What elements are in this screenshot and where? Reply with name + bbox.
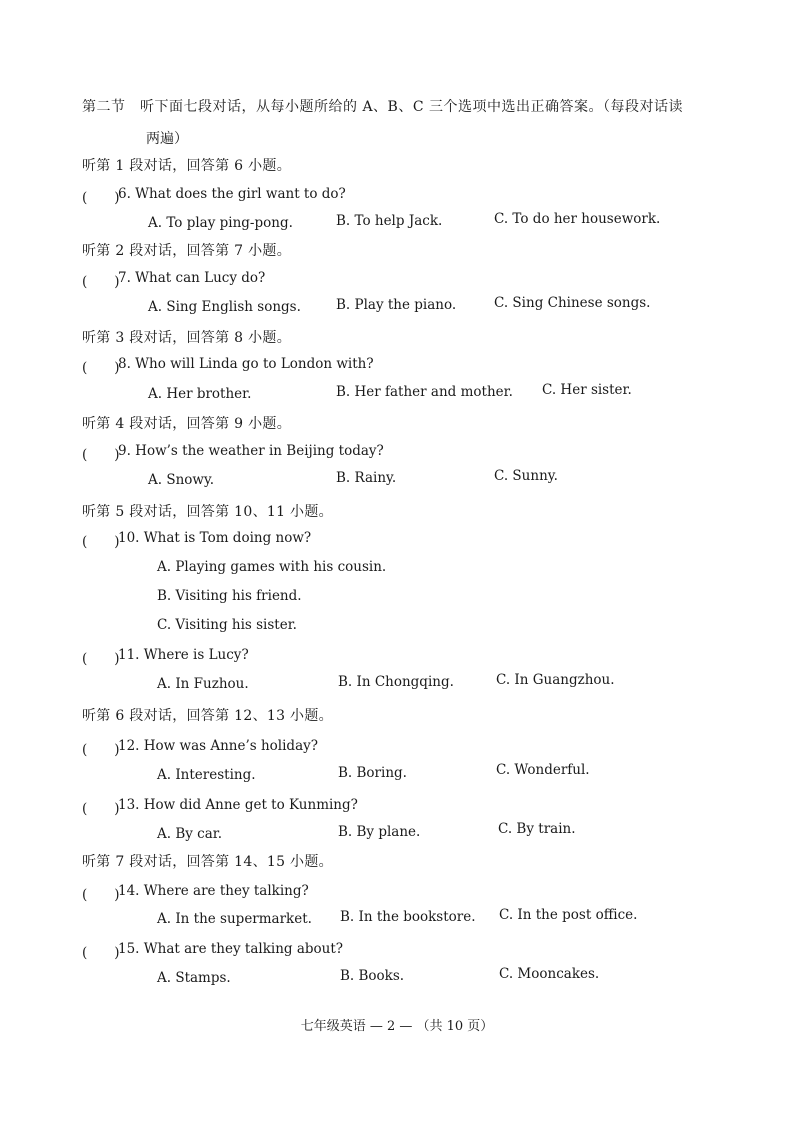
instruction-4: 听第 4 段对话，回答第 9 小题。 [82, 416, 292, 432]
option-b: B. Rainy. [336, 470, 397, 486]
answer-bracket[interactable]: ( ) [82, 742, 120, 758]
answer-bracket[interactable]: ( ) [82, 274, 120, 290]
question-11: 11. Where is Lucy? [118, 647, 249, 663]
answer-bracket[interactable]: ( ) [82, 651, 120, 667]
option-b: B. In Chongqing. [338, 674, 454, 690]
answer-bracket[interactable]: ( ) [82, 801, 120, 817]
section-title: 第二节 听下面七段对话，从每小题所给的 A、B、C 三个选项中选出正确答案。（每段对话读 [82, 99, 684, 115]
option-b: B. Books. [340, 968, 405, 984]
option-a: A. Snowy. [148, 472, 215, 488]
option-c: C. Wonderful. [496, 762, 590, 778]
instruction-1: 听第 1 段对话，回答第 6 小题。 [82, 158, 292, 174]
option-b: B. Her father and mother. [336, 384, 513, 400]
instruction-7: 听第 7 段对话，回答第 14、15 小题。 [82, 854, 333, 870]
option-a: A. To play ping-pong. [148, 215, 293, 231]
option-b: B. Visiting his friend. [157, 588, 302, 604]
instruction-5: 听第 5 段对话，回答第 10、11 小题。 [82, 504, 333, 520]
option-a: A. By car. [157, 826, 223, 842]
option-c: C. Visiting his sister. [157, 617, 297, 633]
option-c: C. By train. [498, 821, 576, 837]
page-footer: 七年级英语 — 2 — （共 10 页） [300, 1019, 494, 1034]
answer-bracket[interactable]: ( ) [82, 887, 120, 903]
instruction-2: 听第 2 段对话，回答第 7 小题。 [82, 243, 292, 259]
option-c: C. In Guangzhou. [496, 672, 615, 688]
option-c: C. Mooncakes. [499, 966, 600, 982]
option-c: C. To do her housework. [494, 211, 661, 227]
option-c: C. In the post office. [499, 907, 638, 923]
question-7: 7. What can Lucy do? [118, 270, 266, 286]
option-a: A. Her brother. [148, 386, 252, 402]
answer-bracket[interactable]: ( ) [82, 945, 120, 961]
question-15: 15. What are they talking about? [118, 941, 343, 957]
option-a: A. In Fuzhou. [157, 676, 249, 692]
answer-bracket[interactable]: ( ) [82, 447, 120, 463]
option-b: B. Play the piano. [336, 297, 457, 313]
question-10: 10. What is Tom doing now? [118, 530, 312, 546]
option-b: B. By plane. [338, 824, 421, 840]
option-c: C. Her sister. [542, 382, 632, 398]
answer-bracket[interactable]: ( ) [82, 534, 120, 550]
section-title-continued: 两遍） [146, 131, 188, 147]
question-14: 14. Where are they talking? [118, 883, 309, 899]
option-a: A. Sing English songs. [148, 299, 301, 315]
option-a: A. Interesting. [157, 767, 256, 783]
question-12: 12. How was Anne’s holiday? [118, 738, 318, 754]
option-a: A. In the supermarket. [157, 911, 312, 927]
answer-bracket[interactable]: ( ) [82, 190, 120, 206]
instruction-3: 听第 3 段对话，回答第 8 小题。 [82, 330, 292, 346]
answer-bracket[interactable]: ( ) [82, 360, 120, 376]
question-6: 6. What does the girl want to do? [118, 186, 346, 202]
question-13: 13. How did Anne get to Kunming? [118, 797, 358, 813]
instruction-6: 听第 6 段对话，回答第 12、13 小题。 [82, 708, 333, 724]
option-b: B. To help Jack. [336, 213, 443, 229]
option-c: C. Sing Chinese songs. [494, 295, 651, 311]
option-c: C. Sunny. [494, 468, 558, 484]
option-a: A. Stamps. [157, 970, 231, 986]
question-8: 8. Who will Linda go to London with? [118, 356, 374, 372]
question-9: 9. How’s the weather in Beijing today? [118, 443, 384, 459]
option-b: B. In the bookstore. [340, 909, 476, 925]
option-b: B. Boring. [338, 765, 407, 781]
option-a: A. Playing games with his cousin. [157, 559, 387, 575]
